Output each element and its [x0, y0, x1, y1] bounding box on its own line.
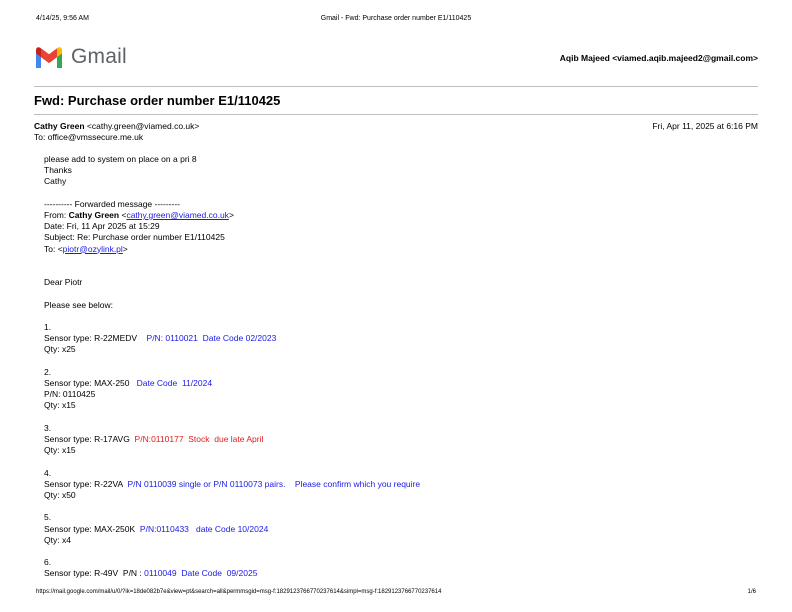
- fwd-date: Date: Fri, 11 Apr 2025 at 15:29: [44, 221, 160, 232]
- item-detail-line: Qty: x50: [44, 489, 76, 500]
- page-number: 1/6: [747, 589, 756, 595]
- order-item: [44, 367, 754, 423]
- fwd-from-close: >: [228, 210, 234, 220]
- item-sensor-line: [44, 479, 754, 490]
- footer-url: https://mail.google.com/mail/u/0/?ik=18de082b7e&view=pt&search=all&permmsgid=msg-f:1829123766770237614&simpl=msg-f:1829123766770237614: [36, 589, 442, 595]
- print-title: Gmail - Fwd: Purchase order number E1/110425: [320, 15, 472, 22]
- divider-top: [34, 86, 758, 87]
- item-sensor-type: Sensor type: R-17AVG: [44, 433, 130, 444]
- fwd-to-label: To: <: [44, 243, 63, 254]
- item-sensor-type: Sensor type: R-22MEDV: [44, 333, 138, 344]
- item-number: 3.: [44, 422, 52, 433]
- item-sensor-line: [44, 434, 754, 445]
- greeting: Dear Piotr: [44, 277, 83, 288]
- intro-line-2: Thanks: [44, 165, 72, 176]
- fwd-to-close: >: [122, 243, 128, 254]
- gmail-m-icon: [34, 46, 64, 69]
- item-sensor-note: Date Code 11/2024: [129, 377, 213, 388]
- intro-line-1: please add to system on place on a pri 8: [44, 154, 197, 164]
- item-sensor-line: [44, 568, 754, 579]
- item-sensor-note: P/N:0110177 Stock due late April: [129, 433, 264, 444]
- gmail-logo[interactable]: [34, 45, 127, 69]
- item-detail-line: P/N: 0110425: [44, 389, 96, 400]
- item-sensor-type: Sensor type: R-49V P/N :: [44, 568, 145, 579]
- item-sensor-line: [44, 524, 754, 535]
- item-detail-line: Qty: x15: [44, 400, 76, 411]
- message-from: [34, 121, 199, 131]
- intro-line-3: Cathy: [44, 176, 67, 187]
- forward-divider: ---------- Forwarded message ---------: [44, 198, 180, 209]
- account-label: Aqib Majeed <viamed.aqib.majeed2@gmail.com>: [559, 53, 758, 63]
- item-number: 1.: [44, 321, 52, 332]
- item-sensor-note: P/N: 0110021 Date Code 02/2023: [137, 333, 277, 344]
- order-items: [44, 322, 754, 580]
- order-item: [44, 423, 754, 468]
- order-item: [44, 468, 754, 513]
- gmail-wordmark: Gmail: [71, 45, 127, 68]
- sender-name: Cathy Green: [34, 121, 85, 131]
- item-sensor-type: Sensor type: R-22VA: [44, 478, 123, 489]
- item-sensor-note: P/N:0110433 date Code 10/2024: [135, 523, 269, 534]
- item-sensor-type: Sensor type: MAX-250K: [44, 523, 136, 534]
- item-number: 2.: [44, 366, 52, 377]
- message-date: Fri, Apr 11, 2025 at 6:16 PM: [652, 121, 758, 131]
- fwd-from-open: <: [119, 210, 127, 220]
- fwd-from: [44, 210, 754, 221]
- item-detail-line: Qty: x25: [44, 344, 76, 355]
- item-detail-line: Qty: x15: [44, 445, 76, 456]
- fwd-subject: Subject: Re: Purchase order number E1/110425: [44, 232, 225, 243]
- fwd-from-label: From:: [44, 210, 69, 220]
- order-item: [44, 512, 754, 557]
- fwd-to: [44, 244, 754, 255]
- see-below: Please see below:: [44, 299, 113, 310]
- fwd-to-email-link[interactable]: piotr@ozylink.pl: [62, 243, 123, 254]
- order-item: [44, 322, 754, 367]
- item-number: 4.: [44, 467, 52, 478]
- fwd-from-email-link[interactable]: cathy.green@viamed.co.uk: [126, 210, 229, 220]
- order-item: [44, 557, 754, 579]
- divider-subject: [34, 114, 758, 115]
- item-sensor-note: 0110049 Date Code 09/2025: [144, 568, 258, 579]
- item-number: 6.: [44, 557, 52, 568]
- print-datetime: 4/14/25, 9:56 AM: [36, 15, 89, 22]
- item-sensor-note: P/N 0110039 single or P/N 0110073 pairs. Please confirm which you require: [122, 478, 421, 489]
- item-sensor-type: Sensor type: MAX-250: [44, 377, 130, 388]
- item-sensor-line: [44, 378, 754, 389]
- sender-email: <cathy.green@viamed.co.uk>: [86, 121, 200, 131]
- message-body: [44, 154, 754, 580]
- email-subject: Fwd: Purchase order number E1/110425: [34, 93, 281, 108]
- message-to: To: office@vmssecure.me.uk: [34, 132, 144, 142]
- fwd-from-name: Cathy Green: [68, 210, 120, 220]
- item-detail-line: Qty: x4: [44, 534, 71, 545]
- item-number: 5.: [44, 512, 52, 523]
- item-sensor-line: [44, 333, 754, 344]
